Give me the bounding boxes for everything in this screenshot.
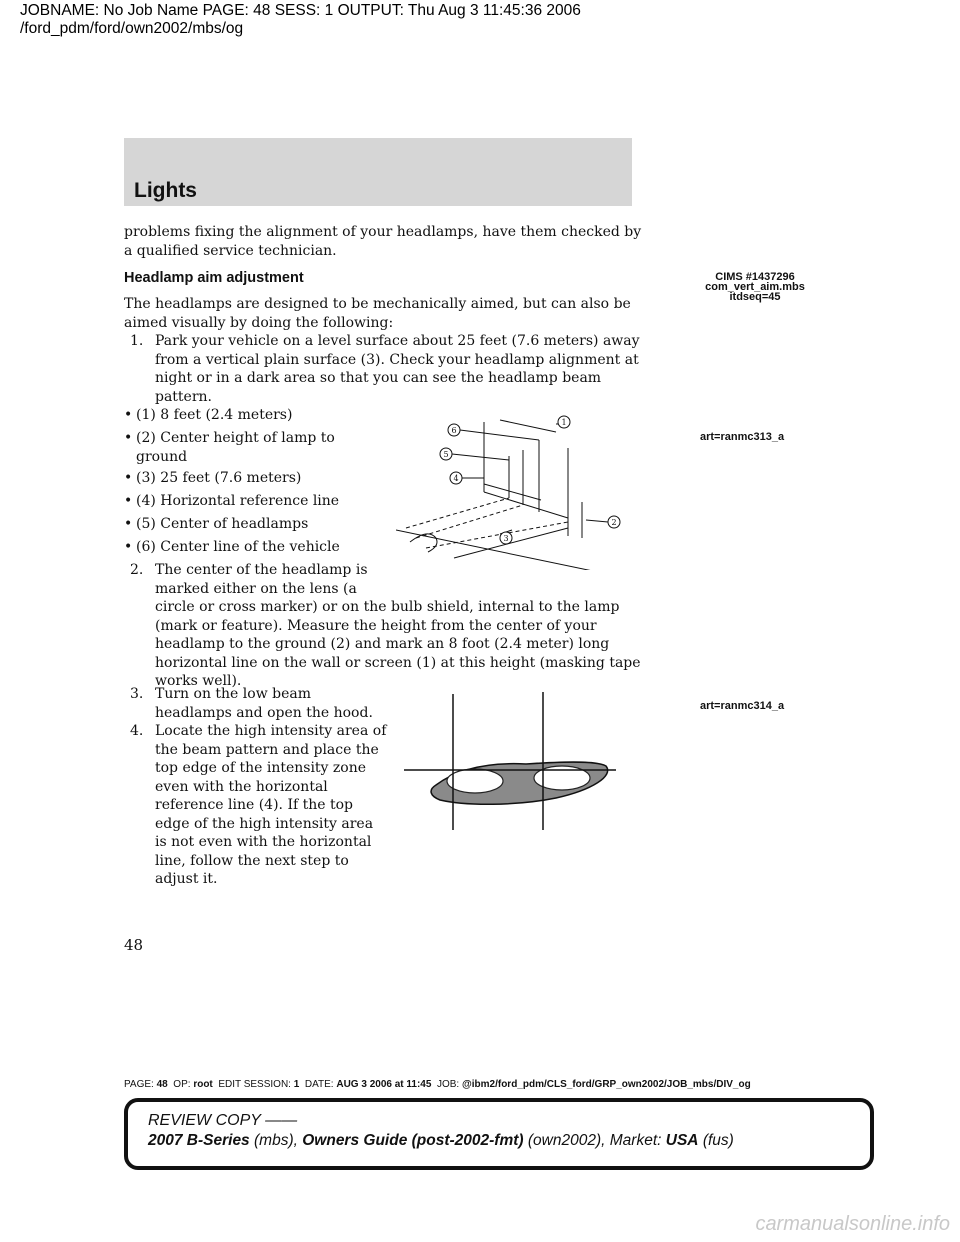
step-line: circle or cross marker) or on the bulb shield, internal to the lamp [155,599,620,615]
job-header [20,2,581,38]
step-line: works well). [155,673,242,689]
step-2-number: 2. [130,562,144,578]
review-copy-label: REVIEW COPY —— [148,1112,298,1129]
left-hot-spot [447,769,503,793]
cims-line: itdseq=45 [729,291,781,303]
callout-leader-2 [586,520,608,522]
step-4-text [155,722,386,889]
bullet-item: • (2) Center height of lamp to ground [124,430,335,465]
step-line: headlamps and open the hood. [155,704,373,721]
para-line: aimed visually by doing the following: [124,314,394,331]
svg-text:2: 2 [611,518,617,527]
step-line: even with the horizontal [155,778,328,795]
section-bar [124,138,632,206]
horizontal-reference-line [484,484,541,500]
cims-line: com_vert_aim.mbs [705,281,805,293]
step-1-number: 1. [130,333,144,349]
para1 [124,295,631,332]
svg-text:6: 6 [451,426,457,435]
step-line: is not even with the horizontal [155,834,372,850]
vehicle-lamp-outline [410,534,437,552]
width-8ft-arrow [500,420,556,432]
section-title: Lights [134,179,197,202]
bullet-item: • (3) 25 feet (7.6 meters) [124,470,302,486]
review-copy-details: 2007 B-Series (mbs), Owners Guide (post-2002-fmt) (own2002), Market: USA (fus) [148,1132,734,1149]
step-line: marked either on the lens (a [155,580,357,597]
step-line: reference line (4). If the top [155,797,354,813]
art-label-2: art=ranmc314_a [700,700,785,712]
callout-leader-5 [452,454,509,460]
step-line: from a vertical plain surface (3). Check your headlamp alignment at [155,351,639,368]
subheading: Headlamp aim adjustment [124,270,304,286]
bullet-item: • (5) Center of headlamps [124,516,309,532]
job-header-line1: JOBNAME: No Job Name PAGE: 48 SESS: 1 OUTPUT: Thu Aug 3 11:45:36 2006 [20,2,581,19]
review-copy-box [124,1098,874,1170]
headlamp-aim-diagram [396,410,636,570]
job-header-line2: /ford_pdm/ford/own2002/mbs/og [20,20,244,37]
beam-pattern-diagram [396,690,626,835]
step-line: pattern. [155,388,213,405]
bullet-item: • (4) Horizontal reference line [124,493,340,509]
svg-text:1: 1 [561,418,567,427]
svg-text:3: 3 [503,534,509,543]
job-footer: PAGE: 48 OP: root EDIT SESSION: 1 DATE: AUG 3 2006 at 11:45 JOB: @ibm2/ford_pdm/CLS_ford/GRP_own2002/JOB_mbs/DIV_og [124,1079,751,1090]
svg-text:4: 4 [453,474,459,483]
step-line: Park your vehicle on a level surface about 25 feet (7.6 meters) away [155,333,640,349]
step-2-text [155,561,641,691]
step-line: horizontal line on the wall or screen (1) at this height (masking tape [155,654,641,671]
svg-text:5: 5 [443,450,449,459]
step-line: (mark or feature). Measure the height from the center of your [155,617,597,634]
page-number: 48 [124,936,144,954]
bullet-item: • (1) 8 feet (2.4 meters) [124,407,293,423]
step-line: headlamp to the ground (2) and mark an 8 foot (2.4 meter) long [155,636,610,652]
bullet-item: • (6) Center line of the vehicle [124,539,340,555]
step-1-text [155,332,640,406]
step-line: line, follow the next step to [155,852,349,869]
step-line: Turn on the low beam [155,686,311,702]
step-line: adjust it. [155,871,218,887]
step-line: The center of the headlamp is [155,562,368,578]
step-4-number: 4. [130,723,144,739]
step-line: the beam pattern and place the [155,741,379,758]
intro-paragraph [124,223,641,260]
step-line: edge of the high intensity area [155,815,374,832]
watermark: carmanualsonline.info [755,1213,950,1235]
sight-line [426,522,568,548]
callout-leader-6 [460,430,539,440]
intro-line: problems fixing the alignment of your headlamps, have them checked by [124,224,642,240]
step-line: night or in a dark area so that you can see the headlamp beam [155,370,602,386]
intro-line: a qualified service technician. [124,242,337,259]
para-line: The headlamps are designed to be mechanically aimed, but can also be [124,296,631,312]
step-3-number: 3. [130,686,144,702]
step-line: top edge of the intensity zone [155,760,367,776]
sight-line [406,498,509,528]
step-3-text [155,685,373,722]
cims-note [700,272,810,302]
art-label-1: art=ranmc313_a [700,431,785,443]
cims-line: CIMS #1437296 [715,271,795,283]
step-line: Locate the high intensity area of [155,723,387,739]
